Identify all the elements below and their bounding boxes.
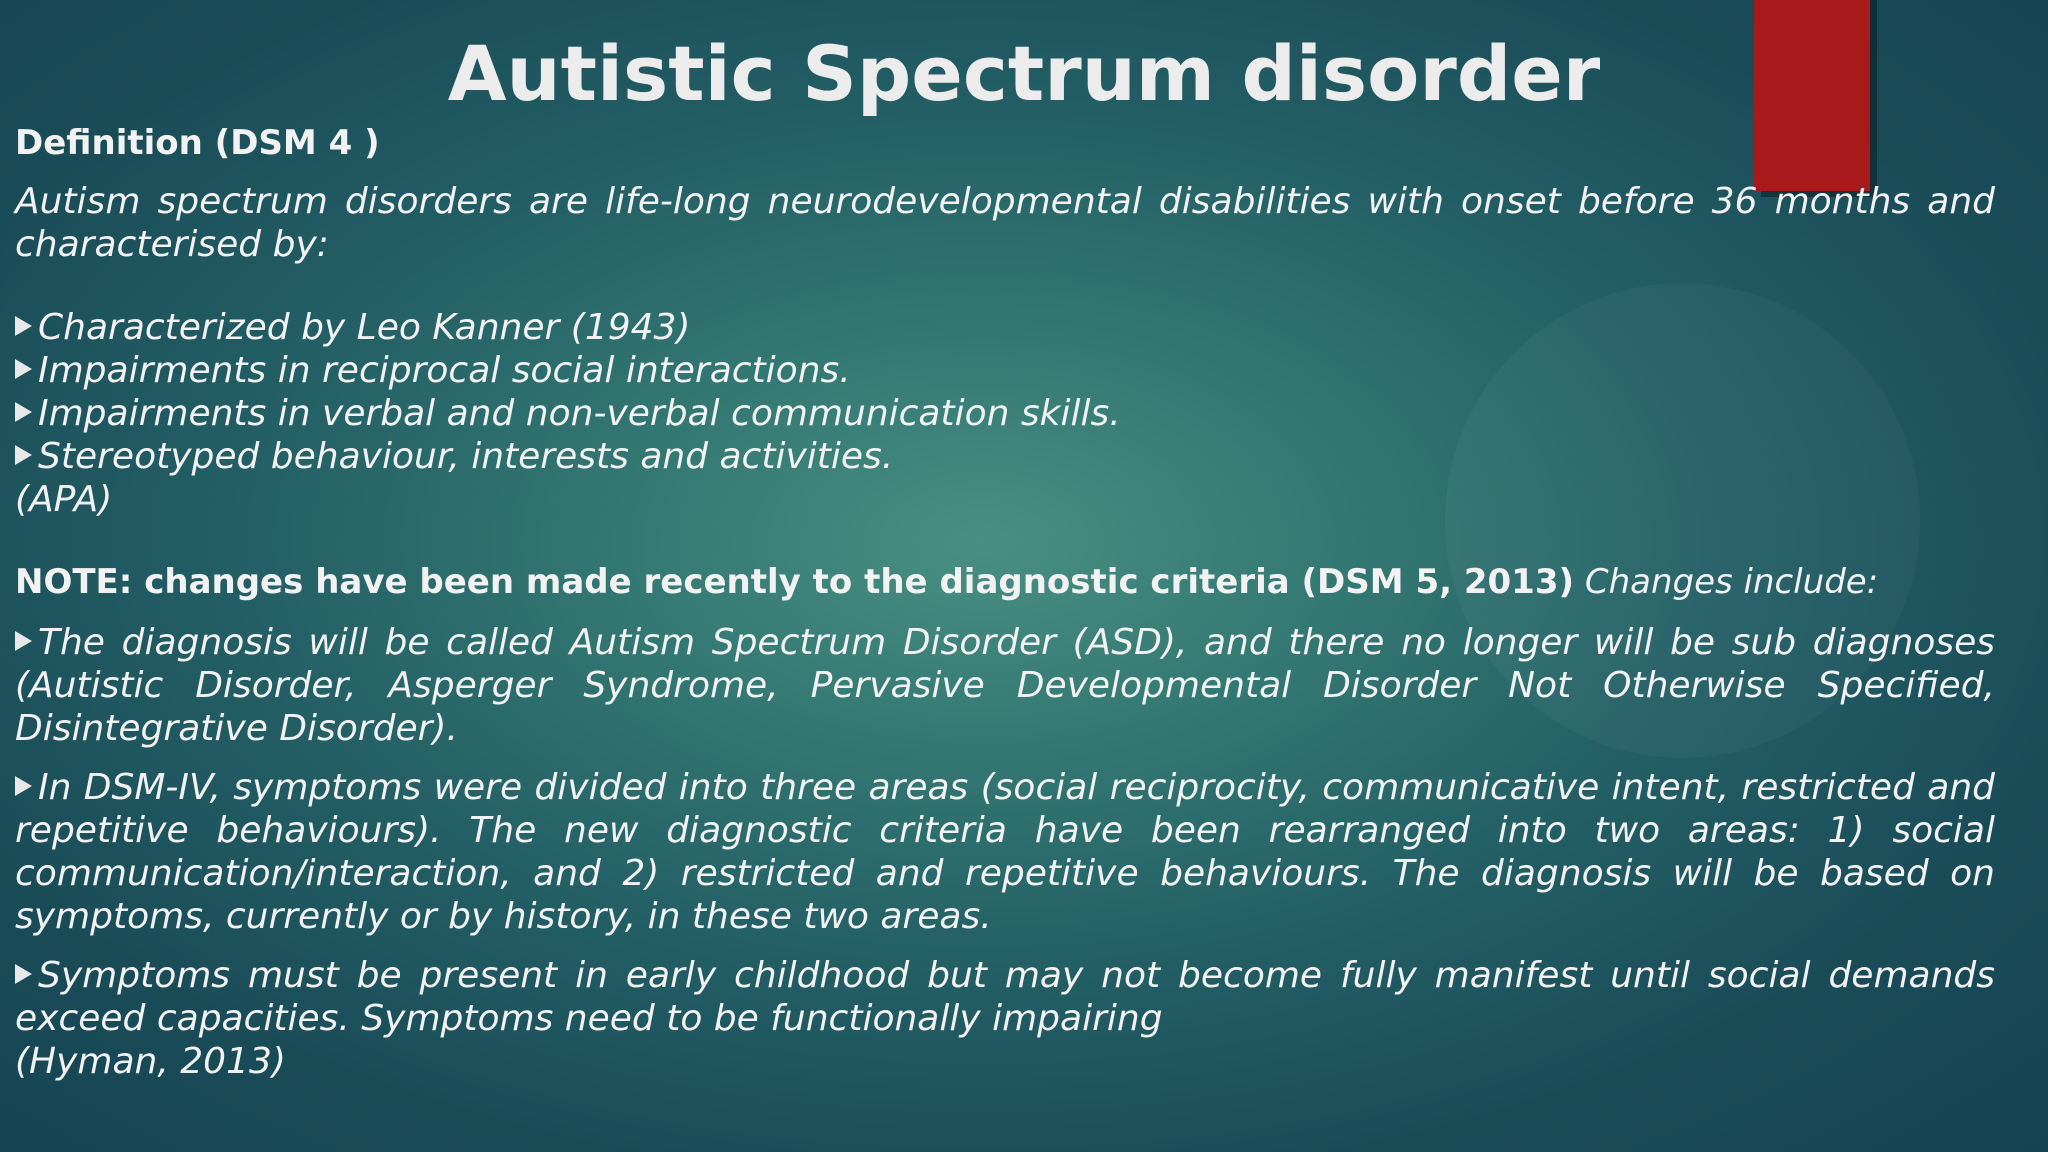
note-bold-text: NOTE: changes have been made recently to the diagnostic criteria (DSM 5, 2013) <box>15 562 1575 602</box>
note-line <box>15 559 1995 605</box>
change-item <box>15 621 1995 750</box>
list-item <box>15 392 1995 435</box>
change-item <box>15 954 1995 1040</box>
triangle-bullet-icon <box>15 776 32 796</box>
bullet-text: Impairments in verbal and non-verbal communication skills. <box>38 393 1121 434</box>
note-italic-text: Changes include: <box>1574 562 1879 602</box>
citation-apa: (APA) <box>15 479 113 520</box>
slide-body <box>15 120 1995 1083</box>
list-item <box>15 306 1995 349</box>
definition-text: Autism spectrum disorders are life-long neurodevelopmental disabilities with onset before 36 months and characterised by: <box>15 181 1995 265</box>
change-text: In DSM-IV, symptoms were divided into three areas (social reciprocity, communicative intent, restricted and repetitive behaviours). The new diagnostic criteria have been rearranged into two areas: 1) social communication/interaction, and 2) restricted and repetitive behaviours. The diagnosis will be based on symptoms, currently or by history, in these two areas. <box>15 767 1995 937</box>
list-item <box>15 435 1995 478</box>
change-item <box>15 766 1995 938</box>
slide-title: Autistic Spectrum disorder <box>447 29 1601 118</box>
triangle-bullet-icon <box>15 445 32 465</box>
bullet-text: Impairments in reciprocal social interactions. <box>38 350 851 391</box>
definition-bullet-list <box>15 306 1995 521</box>
triangle-bullet-icon <box>15 359 32 379</box>
list-item <box>15 349 1995 392</box>
bullet-text: Stereotyped behaviour, interests and activities. <box>38 436 894 477</box>
triangle-bullet-icon <box>15 316 32 336</box>
definition-heading: Definition (DSM 4 ) <box>15 123 380 163</box>
triangle-bullet-icon <box>15 631 32 651</box>
triangle-bullet-icon <box>15 964 32 984</box>
citation-hyman: (Hyman, 2013) <box>15 1041 286 1082</box>
change-text: Symptoms must be present in early childhood but may not become fully manifest until social demands exceed capacities. Symptoms need to be functionally impairing <box>15 955 1995 1039</box>
triangle-bullet-icon <box>15 402 32 422</box>
change-text: The diagnosis will be called Autism Spectrum Disorder (ASD), and there no longer will be sub diagnoses (Autistic Disorder, Asperger Syndrome, Pervasive Developmental Disorder Not Otherwise Specified, Disintegrative Disorder). <box>15 622 1995 749</box>
bullet-text: Characterized by Leo Kanner (1943) <box>38 307 691 348</box>
